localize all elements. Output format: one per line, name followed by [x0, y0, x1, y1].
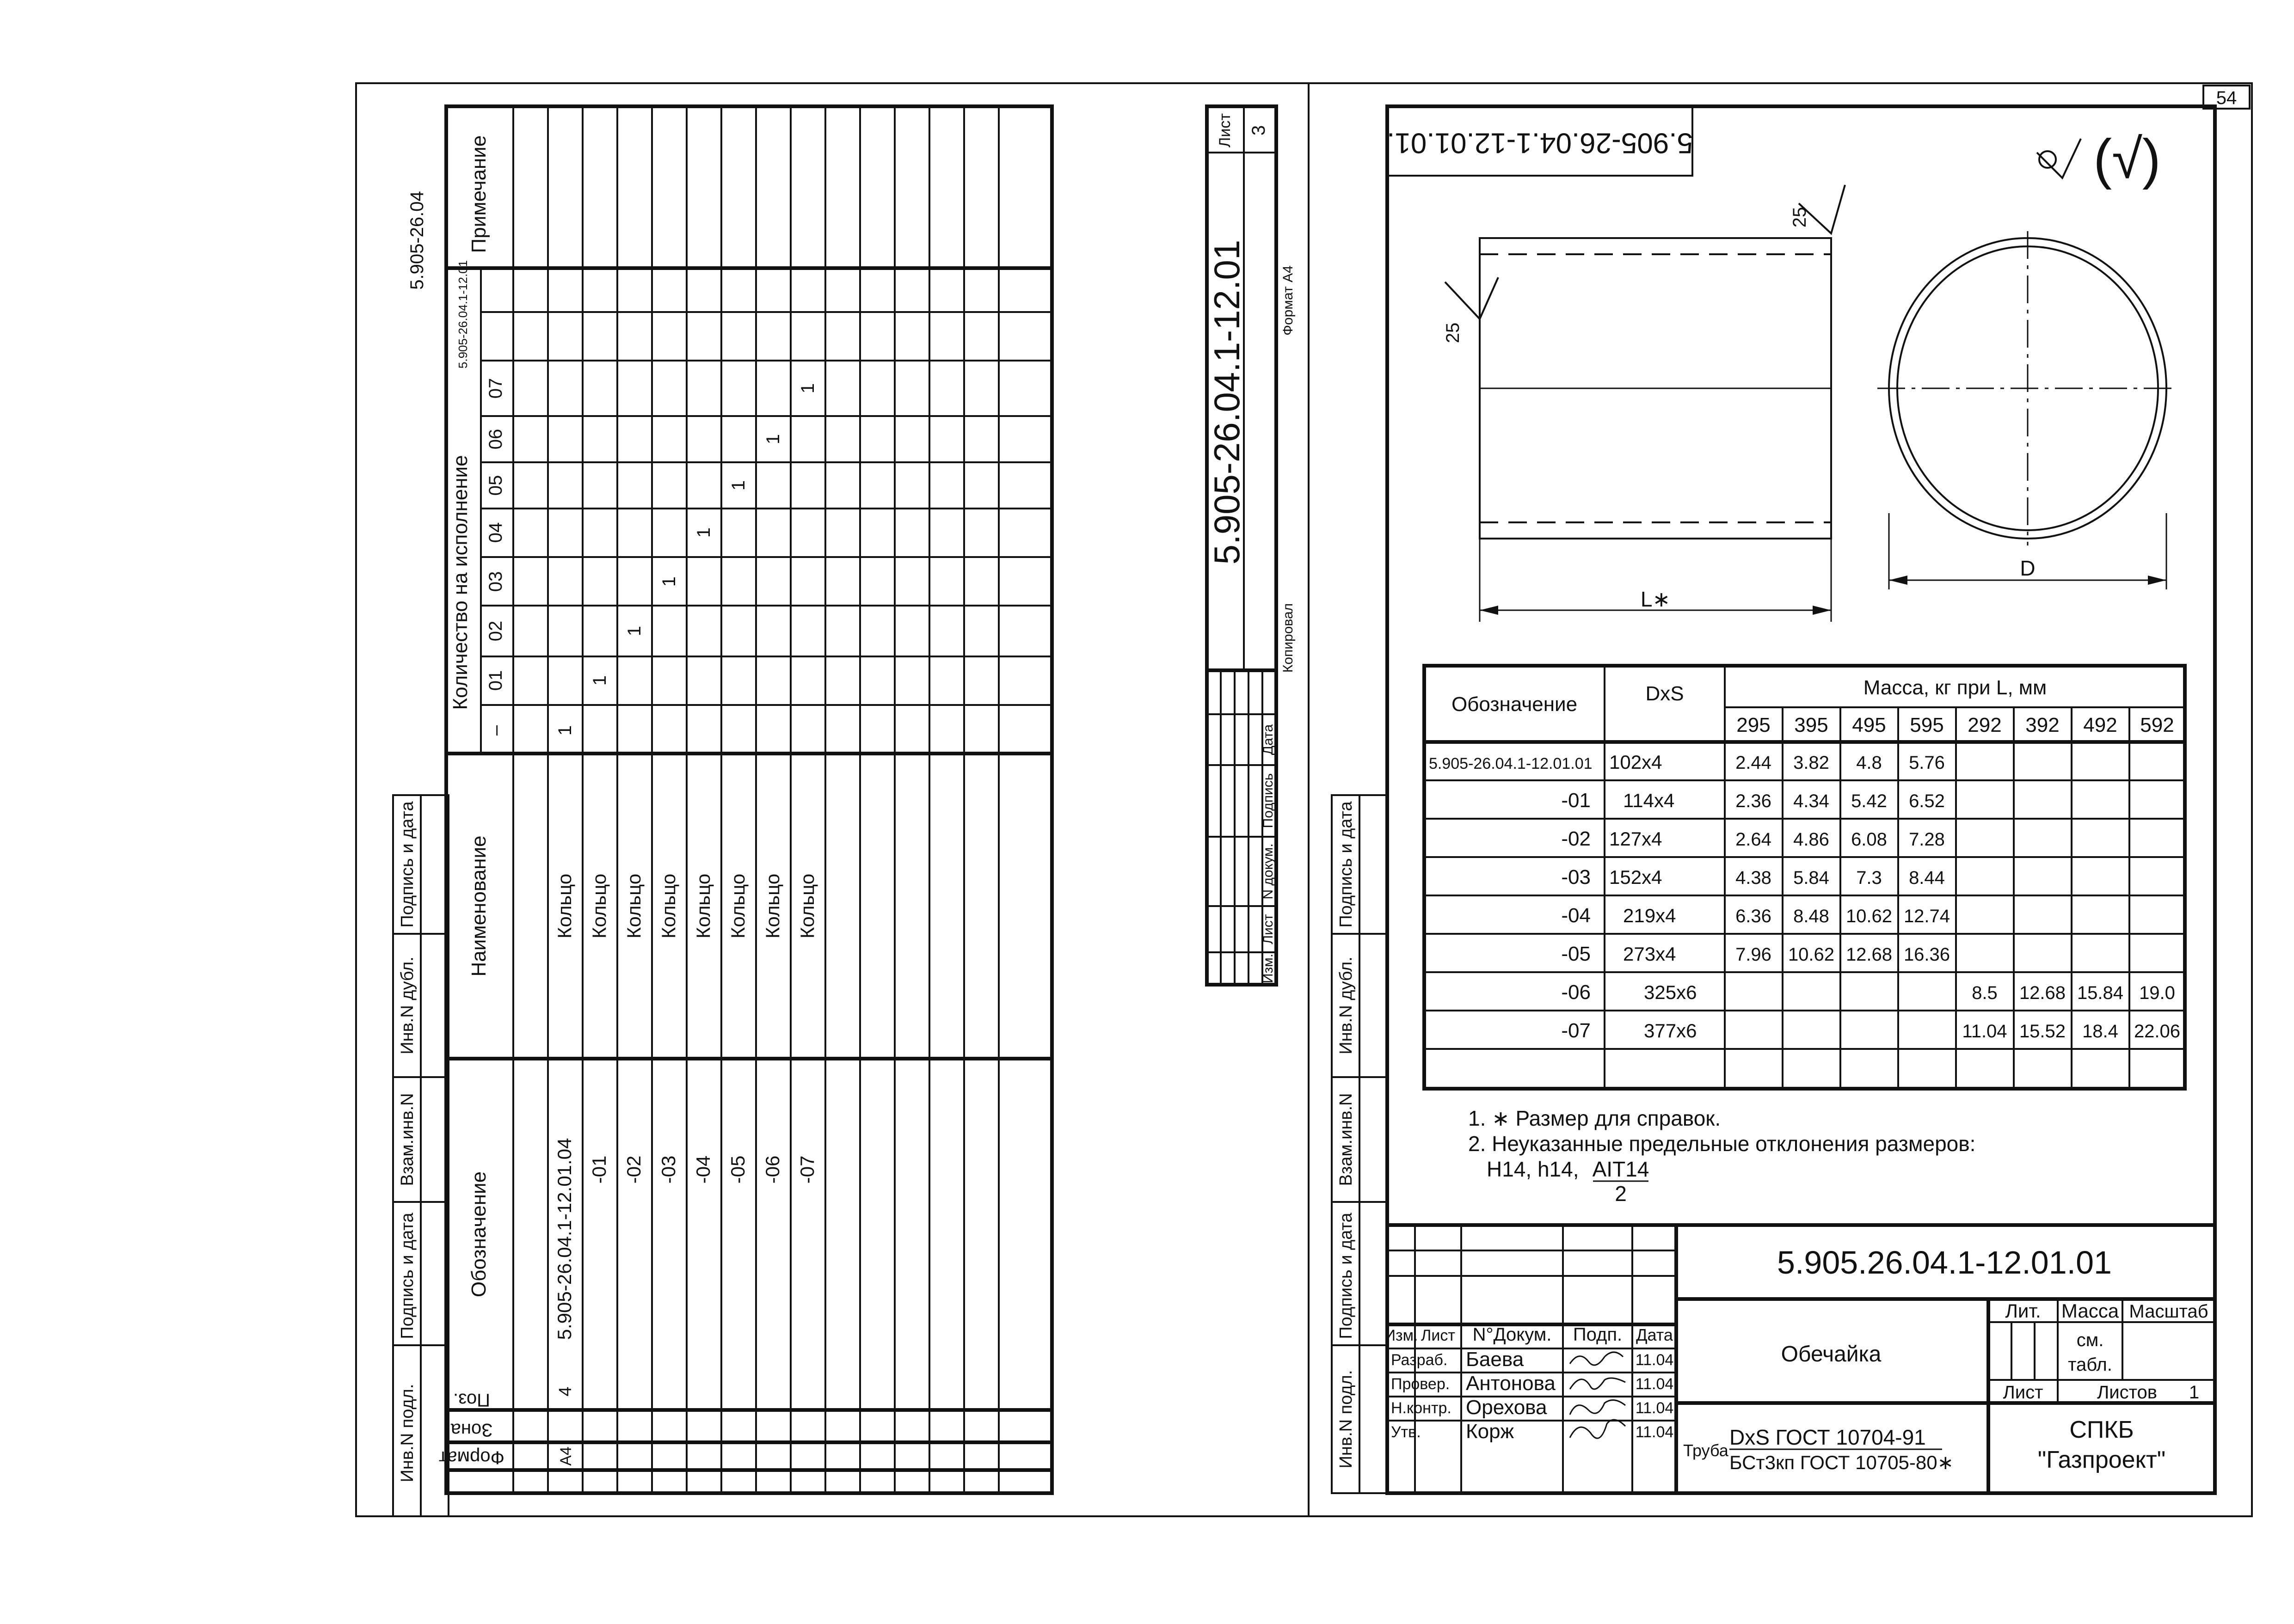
tb-scale: Масштаб [2129, 1301, 2208, 1322]
row-qty: 1 [659, 576, 679, 587]
mass-value: 7.3 [1856, 868, 1882, 888]
row-name: Кольцо [623, 873, 645, 939]
mass-value: 7.28 [1909, 829, 1945, 850]
left-stamp-text-4: Подпись и дата [398, 801, 417, 928]
notes [1468, 1106, 1975, 1206]
mass-col-designation: Обозначение [1451, 693, 1578, 716]
right-stamp-text-1: Подпись и дата [1336, 1213, 1356, 1339]
row-name: Кольцо [762, 873, 783, 939]
row-pos: 4 [556, 1386, 575, 1397]
tb-person-role: Н.контр. [1391, 1399, 1451, 1417]
tb-code: 5.905.26.04.1-12.01.01 [1777, 1244, 2112, 1281]
row-qty: 1 [694, 527, 714, 538]
note-3: H14, h14, [1487, 1157, 1579, 1181]
mass-length: 495 [1852, 714, 1886, 736]
mass-col-dxs: DxS [1645, 682, 1684, 705]
mass-length: 595 [1910, 714, 1944, 736]
tb-hdr-2: N°Докум. [1472, 1324, 1552, 1345]
row-qty: 1 [763, 434, 783, 445]
mass-value: 10.62 [1845, 906, 1893, 926]
note-2: 2. Неуказанные предельные отклонения размеров: [1468, 1132, 1976, 1156]
row-designation: -06 [762, 1155, 783, 1184]
mass-value: 2.44 [1735, 753, 1771, 773]
mass-value: 16.36 [1903, 944, 1950, 965]
left-top-code: 5.905-26.04 [407, 191, 427, 290]
tb-hdr-3: Подп. [1573, 1324, 1623, 1345]
mass-row-designation: -02 [1561, 827, 1591, 850]
mass-value: 8.5 [1972, 983, 1998, 1003]
mass-length: 395 [1794, 714, 1828, 736]
tb-person-role: Утв. [1391, 1423, 1421, 1441]
mass-value: 6.08 [1851, 829, 1887, 850]
tb-person-date: 11.04 [1635, 1399, 1674, 1417]
left-stamp-col-3: Подпись [1261, 773, 1276, 828]
tb-person-date: 11.04 [1635, 1351, 1674, 1369]
right-stamp-text-3: Инв.N дубл. [1336, 956, 1356, 1054]
mass-row-dxs: 377x6 [1644, 1020, 1697, 1042]
roughness-note: (√) [2093, 128, 2161, 190]
mass-value: 11.04 [1962, 1021, 2007, 1042]
variant-2: 02 [486, 620, 506, 642]
row-designation: -01 [588, 1155, 610, 1184]
hdr-quantity: Количество на исполнение [449, 455, 472, 710]
left-stamp-text-1: Подпись и дата [398, 1213, 417, 1339]
mass-value: 6.36 [1735, 906, 1771, 926]
tb-material-label: Труба [1683, 1441, 1728, 1460]
mass-length: 592 [2140, 714, 2174, 736]
row-name: Кольцо [692, 873, 714, 939]
row-name: Кольцо [588, 873, 610, 939]
mass-value: 15.84 [2077, 983, 2124, 1003]
tb-person-role: Разраб. [1391, 1351, 1448, 1369]
tb-person-name: Антонова [1466, 1372, 1556, 1395]
left-stamp-text-2: Взам.инв.N [398, 1093, 417, 1186]
ring-front-view [1877, 231, 2178, 589]
mass-row-dxs: 325x6 [1644, 981, 1697, 1003]
variant-7: 07 [486, 378, 506, 399]
row-designation: -02 [623, 1155, 645, 1184]
tb-sheets: Листов [2097, 1382, 2157, 1403]
mass-col-mass: Масса, кг при L, мм [1863, 676, 2047, 699]
mass-value: 2.64 [1735, 829, 1771, 850]
row-designation: -03 [658, 1155, 679, 1184]
tb-org-2: "Газпроект" [2037, 1446, 2166, 1473]
mass-value: 4.34 [1793, 791, 1829, 811]
row-name: Кольцо [727, 873, 749, 939]
variant-0: – [486, 725, 506, 736]
left-stamp-col-2: N докум. [1261, 843, 1276, 900]
row-qty: 1 [555, 725, 575, 736]
row-name: Кольцо [796, 873, 818, 939]
left-stamp-col-1: Лист [1261, 914, 1276, 944]
left-stamp-sheet-num: 3 [1248, 125, 1269, 136]
mass-value: 4.86 [1793, 829, 1829, 850]
mass-row-dxs: 114x4 [1623, 790, 1675, 811]
signature [1570, 1352, 1623, 1365]
tb-person-role: Провер. [1391, 1375, 1450, 1393]
left-stamp-col-4: Дата [1261, 724, 1276, 755]
left-stamp-text-0: Инв.N подл. [398, 1384, 417, 1483]
mass-value: 4.38 [1735, 868, 1771, 888]
left-stamp-copied: Копировал [1280, 603, 1296, 673]
mass-value: 15.52 [2019, 1021, 2066, 1042]
row-designation: 5.905-26.04.1-12.01.04 [554, 1138, 575, 1340]
row-designation: -04 [692, 1155, 714, 1184]
right-side-stamp [1332, 795, 1387, 1493]
row-format: A4 [557, 1446, 575, 1466]
left-stamp [1206, 106, 1296, 985]
signature [1570, 1378, 1625, 1389]
mass-value: 12.74 [1903, 906, 1950, 926]
tb-sheets-num: 1 [2189, 1382, 2200, 1403]
hdr-note: Примечание [467, 135, 490, 253]
mass-value: 22.06 [2134, 1021, 2181, 1042]
mass-value: 2.36 [1735, 791, 1771, 811]
tb-material-bottom: БСт3кп ГОСТ 10705-80∗ [1729, 1452, 1954, 1473]
tb-hdr-1: Лист [1421, 1327, 1455, 1344]
roughness-sign [2037, 128, 2161, 190]
mass-row-dxs: 127x4 [1609, 828, 1662, 850]
left-sheet [356, 83, 1309, 1516]
hdr-name: Наименование [467, 835, 490, 977]
mass-value: 7.96 [1735, 944, 1771, 965]
tb-person-name: Корж [1466, 1420, 1514, 1443]
note-1: 1. ∗ Размер для справок. [1468, 1106, 1721, 1130]
mass-length: 392 [2025, 714, 2060, 736]
mass-row-dxs: 273x4 [1623, 943, 1676, 965]
mass-value: 3.82 [1793, 753, 1829, 773]
signature [1570, 1400, 1625, 1415]
signature [1570, 1420, 1625, 1438]
tb-person-date: 11.04 [1635, 1375, 1674, 1393]
row-name: Кольцо [658, 873, 679, 939]
left-side-stamp [393, 795, 449, 1516]
row-qty: 1 [624, 625, 645, 637]
mass-value: 10.62 [1788, 944, 1835, 965]
spec-table [439, 106, 1052, 1493]
mass-row-designation: -04 [1561, 904, 1591, 927]
left-stamp-col-0: Изм. [1261, 953, 1276, 984]
variant-3: 03 [486, 571, 506, 592]
tb-mass: Масса [2061, 1300, 2119, 1322]
mirrored-code: 5.905-26.04.1-12.01.01. [1387, 127, 1693, 159]
mass-value: 5.42 [1851, 791, 1887, 811]
mass-row-dxs: 152x4 [1609, 866, 1662, 888]
variant-6: 06 [486, 429, 506, 450]
tb-org-1: СПКБ [2069, 1416, 2134, 1443]
mass-values [1735, 753, 2180, 1042]
tb-lit: Лит. [2005, 1300, 2041, 1322]
mass-value: 18.4 [2082, 1021, 2118, 1042]
roughness-25-left: 25 [1443, 322, 1463, 343]
row-qty: 1 [728, 480, 749, 491]
mass-row-designation: -03 [1561, 866, 1591, 889]
right-stamp-text-0: Инв.N подл. [1336, 1370, 1356, 1469]
cylinder-side-view [1443, 185, 1845, 622]
mass-value: 8.44 [1909, 868, 1945, 888]
mass-row-designation: -05 [1561, 943, 1591, 965]
tb-person-name: Орехова [1466, 1396, 1547, 1419]
tb-hdr-4: Дата [1636, 1325, 1673, 1344]
mass-length: 492 [2083, 714, 2117, 736]
page-number: 54 [2216, 88, 2237, 108]
left-stamp-text-3: Инв.N дубл. [398, 956, 417, 1054]
left-stamp-code: 5.905-26.04.1-12.01 [1206, 239, 1247, 565]
row-qty: 1 [590, 675, 610, 686]
tb-person-name: Баева [1466, 1348, 1524, 1371]
mass-row-dxs: 102x4 [1609, 751, 1662, 773]
mass-value: 5.76 [1909, 753, 1945, 773]
mass-value: 12.68 [2019, 983, 2066, 1003]
mass-table [1424, 666, 2185, 1089]
tb-material-top: DxS ГОСТ 10704-91 [1729, 1425, 1926, 1449]
mass-length: 295 [1736, 714, 1771, 736]
variant-1: 01 [486, 670, 506, 691]
mass-length: 292 [1968, 714, 2002, 736]
right-sheet [1309, 83, 2252, 1516]
hdr-doc-ref: 5.905-26.04.1-12.01 [456, 260, 470, 369]
tb-person-date: 11.04 [1635, 1423, 1674, 1441]
row-designation: -07 [796, 1155, 818, 1184]
mass-value: 6.52 [1909, 791, 1945, 811]
dim-L: L∗ [1640, 587, 1671, 611]
tb-mass-val1: см. [2076, 1330, 2104, 1350]
note-frac-top: AIT14 [1592, 1157, 1649, 1181]
mass-row-designation: -06 [1561, 981, 1591, 1004]
mass-value: 8.48 [1793, 906, 1829, 926]
hdr-zone: Зона [450, 1420, 493, 1440]
dim-D: D [2020, 556, 2036, 580]
mass-value: 5.84 [1793, 868, 1829, 888]
variant-4: 04 [486, 522, 506, 543]
row-name: Кольцо [554, 873, 575, 939]
tb-name: Обечайка [1781, 1342, 1882, 1367]
left-stamp-sheet-label: Лист [1216, 113, 1234, 147]
mass-value: 12.68 [1845, 944, 1893, 965]
tb-hdr-0: Изм. [1384, 1327, 1418, 1344]
title-block [1384, 1225, 2215, 1493]
roughness-25-top: 25 [1790, 207, 1810, 228]
right-stamp-text-2: Взам.инв.N [1336, 1093, 1356, 1186]
note-frac-bottom: 2 [1615, 1182, 1627, 1206]
left-stamp-format: Формат А4 [1280, 265, 1296, 336]
mass-value: 19.0 [2139, 983, 2175, 1003]
variant-5: 05 [486, 475, 506, 496]
mass-row-dxs: 219x4 [1623, 905, 1676, 926]
tb-sheet: Лист [2003, 1382, 2043, 1403]
mass-row-designation: 5.905-26.04.1-12.01.01 [1429, 755, 1593, 772]
mass-row-designation: -07 [1561, 1019, 1591, 1042]
tb-mass-val2: табл. [2068, 1354, 2112, 1375]
hdr-designation: Обозначение [467, 1171, 490, 1298]
mass-value: 4.8 [1856, 753, 1882, 773]
mass-row-designation: -01 [1561, 789, 1591, 812]
hdr-pos: Поз. [453, 1390, 490, 1410]
right-stamp-text-4: Подпись и дата [1336, 801, 1356, 928]
row-qty: 1 [798, 383, 818, 394]
hdr-format: Формат [438, 1447, 505, 1468]
row-designation: -05 [727, 1155, 749, 1184]
